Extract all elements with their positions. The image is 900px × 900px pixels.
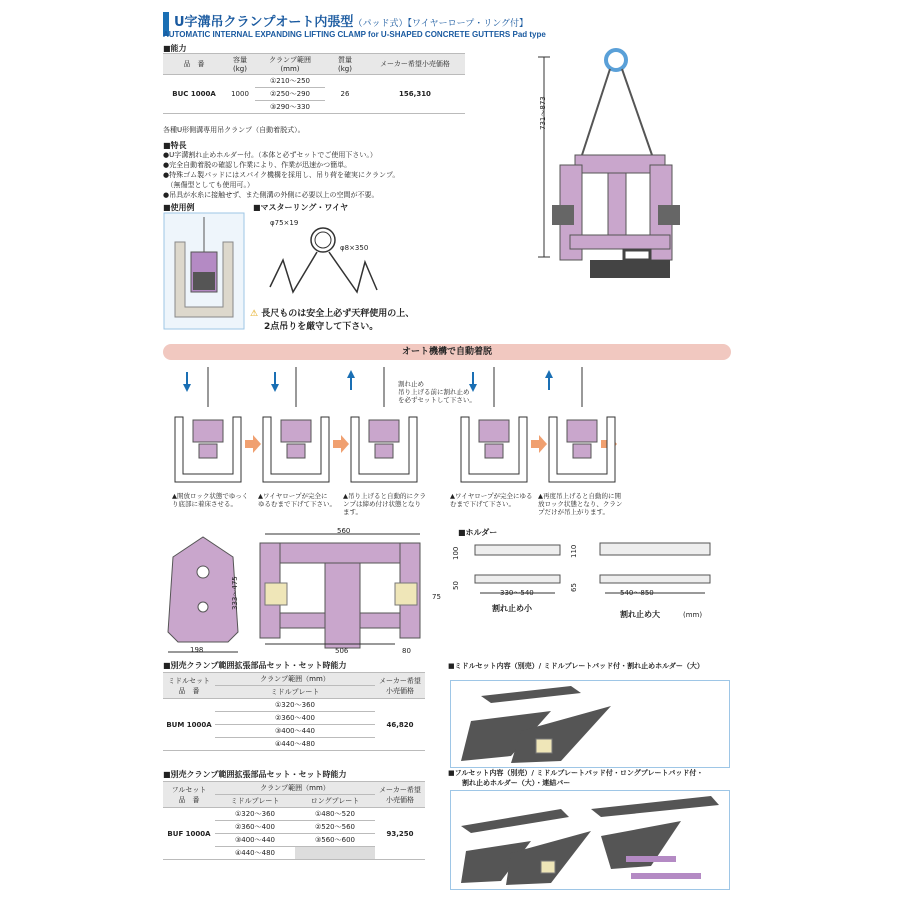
col-middle-plate: ミドルプレート — [215, 795, 295, 808]
features-list — [163, 150, 399, 200]
next-step-arrow-icon — [531, 435, 547, 453]
front-width-dimension: 560 — [337, 527, 351, 535]
range-cell: ③400～440 — [215, 834, 295, 847]
ring-section-label: ■マスターリング・ワイヤ — [253, 203, 349, 212]
step-caption-5: ▲再度吊上げると自動的に開 放ロック状態となり、クラン プだけが吊上がります。 — [538, 492, 623, 516]
holder-large-base: 65 — [570, 583, 578, 592]
feature-item: （無傷型としても使用可。） — [163, 181, 254, 189]
range-cell: ③290～330 — [255, 101, 325, 114]
middle-set-parts-illustration — [451, 681, 729, 767]
step-caption-4: ▲ワイヤロープが完全にゆる むまで下げて下さい。 — [450, 492, 533, 508]
next-step-arrow-icon — [245, 435, 261, 453]
range-cell: ③560～600 — [295, 834, 375, 847]
col-long-plate: ロングプレート — [295, 795, 375, 808]
down-arrow-icon — [271, 384, 279, 392]
warning-icon: ⚠ — [250, 309, 259, 319]
range-cell: ①320～360 — [215, 808, 295, 821]
front-right-dimension: 80 — [402, 647, 411, 655]
range-cell: ①480～520 — [295, 808, 375, 821]
model-cell: BUF 1000A — [163, 808, 215, 860]
full-set-section-label: ■別売クランプ範囲拡張部品セット・セット時能力 — [163, 770, 347, 779]
middle-set-photo — [450, 680, 730, 768]
usage-section-label: ■使用例 — [163, 203, 195, 212]
col-range: クランプ範囲 (mm) — [255, 54, 325, 75]
col-price: メーカー希望 小売価格 — [375, 673, 425, 699]
page-title: U字溝吊クランプオート内張型（パッド式）【ワイヤーロープ・リング付】 — [174, 15, 529, 30]
front-view-drawing — [255, 528, 430, 656]
holder-small-range: 330～540 — [500, 589, 534, 597]
crack-stopper-note: 割れ止め 吊り上げる前に割れ止め を必ずセットして下さい。 — [398, 380, 476, 404]
range-cell: ①210～250 — [255, 75, 325, 88]
range-cell: ②250～290 — [255, 88, 325, 101]
capacity-cell: 1000 — [225, 75, 255, 114]
model-cell: BUM 1000A — [163, 699, 215, 751]
col-range: クランプ範囲（mm） — [215, 673, 375, 686]
feature-item: ●U字溝割れ止めホルダー付。（本体と必ずセットでご使用下さい。） — [163, 151, 377, 159]
page-title-english: AUTOMATIC INTERNAL EXPANDING LIFTING CLAMP for U-SHAPED CONCRETE GUTTERS Pad type — [163, 30, 546, 39]
range-cell: ①320～360 — [215, 699, 375, 712]
feature-item: ●完全自動着脱の確認し作業により、作業が迅速かつ簡単。 — [163, 161, 352, 169]
price-cell: 93,250 — [375, 808, 425, 860]
feature-item: ●吊具が水糸に接触せず、また側溝の外側に必要以上の空間が不要。 — [163, 191, 379, 199]
col-model: ミドルセット 品 番 — [163, 673, 215, 699]
clamp-pad — [573, 444, 591, 458]
holder-small-base: 50 — [452, 581, 460, 590]
range-cell: ④440～480 — [215, 847, 295, 860]
step-caption-1: ▲開放ロック状態でゆっく り底部に着床させる。 — [172, 492, 249, 508]
price-cell: 46,820 — [375, 699, 425, 751]
range-cell: ②360～400 — [215, 712, 375, 725]
full-set-table — [163, 781, 425, 860]
holder-large-range: 540～850 — [620, 589, 654, 597]
range-cell: ③400～440 — [215, 725, 375, 738]
down-arrow-icon — [183, 384, 191, 392]
middle-set-section-label: ■別売クランプ範囲拡張部品セット・セット時能力 — [163, 661, 347, 670]
clamp-shape — [193, 420, 223, 442]
full-set-parts-illustration — [451, 791, 729, 889]
col-price: メーカー希望 小売価格 — [375, 782, 425, 808]
middle-set-table — [163, 672, 425, 751]
safety-warning: ⚠ 長尺ものは安全上必ず天秤使用の上、 2点吊りを厳守して下さい。 — [250, 309, 415, 332]
middle-photo-label: ■ミドルセット内容（別売）/ ミドルプレートパッド付・割れ止めホルダー（大） — [448, 662, 704, 670]
price-cell: 156,310 — [365, 75, 465, 114]
col-model: フルセット 品 番 — [163, 782, 215, 808]
side-height-dimension: 333～475 — [231, 576, 239, 610]
mass-cell: 26 — [325, 75, 365, 114]
clamp-shape — [567, 420, 597, 442]
empty-cell — [295, 847, 375, 860]
holder-large-label: 割れ止め大 — [620, 610, 660, 619]
col-model: 品 番 — [163, 54, 225, 75]
front-pad-dimension: 75 — [432, 593, 441, 601]
usage-example-illustration — [163, 212, 245, 330]
feature-item: ●特殊ゴム製パッドにはスパイク機構を採用し、吊り荷を確実にクランプ。 — [163, 171, 400, 179]
step-caption-3: ▲吊り上げると自動的にクラ ンプは締め付け状態となり ます。 — [343, 492, 426, 516]
up-arrow-icon — [545, 370, 553, 378]
clamp-pad — [375, 444, 393, 458]
col-capacity: 容量 (kg) — [225, 54, 255, 75]
product-illustration — [530, 45, 730, 295]
side-width-dimension: 198 — [190, 646, 204, 654]
clamp-shape — [281, 420, 311, 442]
clamp-pad — [485, 444, 503, 458]
holder-unit: (mm) — [683, 611, 703, 619]
range-cell: ④440～480 — [215, 738, 375, 751]
model-cell: BUC 1000A — [163, 75, 225, 114]
height-dimension: 731～873 — [539, 96, 547, 130]
front-inner-dimension: 506 — [335, 647, 349, 655]
col-mass: 質量 (kg) — [325, 54, 365, 75]
clamp-shape — [479, 420, 509, 442]
range-cell: ②520～560 — [295, 821, 375, 834]
holder-small-height: 100 — [452, 546, 460, 560]
step-caption-2: ▲ワイヤロープが完全に ゆるむまで下げて下さい。 — [258, 492, 336, 508]
clamp-shape — [369, 420, 399, 442]
ring-dimension: φ75×19 — [270, 219, 299, 227]
up-arrow-icon — [347, 370, 355, 378]
col-range: クランプ範囲（mm） — [215, 782, 375, 795]
holder-section-label: ■ホルダー — [458, 528, 498, 537]
clamp-pad — [287, 444, 305, 458]
auto-mechanism-banner: オート機構で自動着脱 — [163, 344, 731, 360]
holder-small-label: 割れ止め小 — [492, 604, 532, 613]
next-step-arrow-icon — [333, 435, 349, 453]
holder-large-height: 110 — [570, 544, 578, 558]
capacity-table — [163, 53, 465, 114]
full-set-photo — [450, 790, 730, 890]
range-cell: ②360～400 — [215, 821, 295, 834]
features-section-label: ■特長 — [163, 141, 187, 150]
col-price: メーカー希望小売価格 — [365, 54, 465, 75]
wire-dimension: φ8×350 — [340, 244, 369, 252]
full-photo-label: ■フルセット内容（別売）/ ミドルプレートパッド付・ロングプレートパッド付・ 割れ止めホルダー（大）・連結バー — [448, 769, 704, 787]
capacity-note: 各種U形側溝専用吊クランプ（自動着脱式）。 — [163, 126, 305, 134]
clamp-pad — [199, 444, 217, 458]
capacity-section-label: ■能力 — [163, 44, 187, 53]
col-middle-plate: ミドルプレート — [215, 686, 375, 699]
